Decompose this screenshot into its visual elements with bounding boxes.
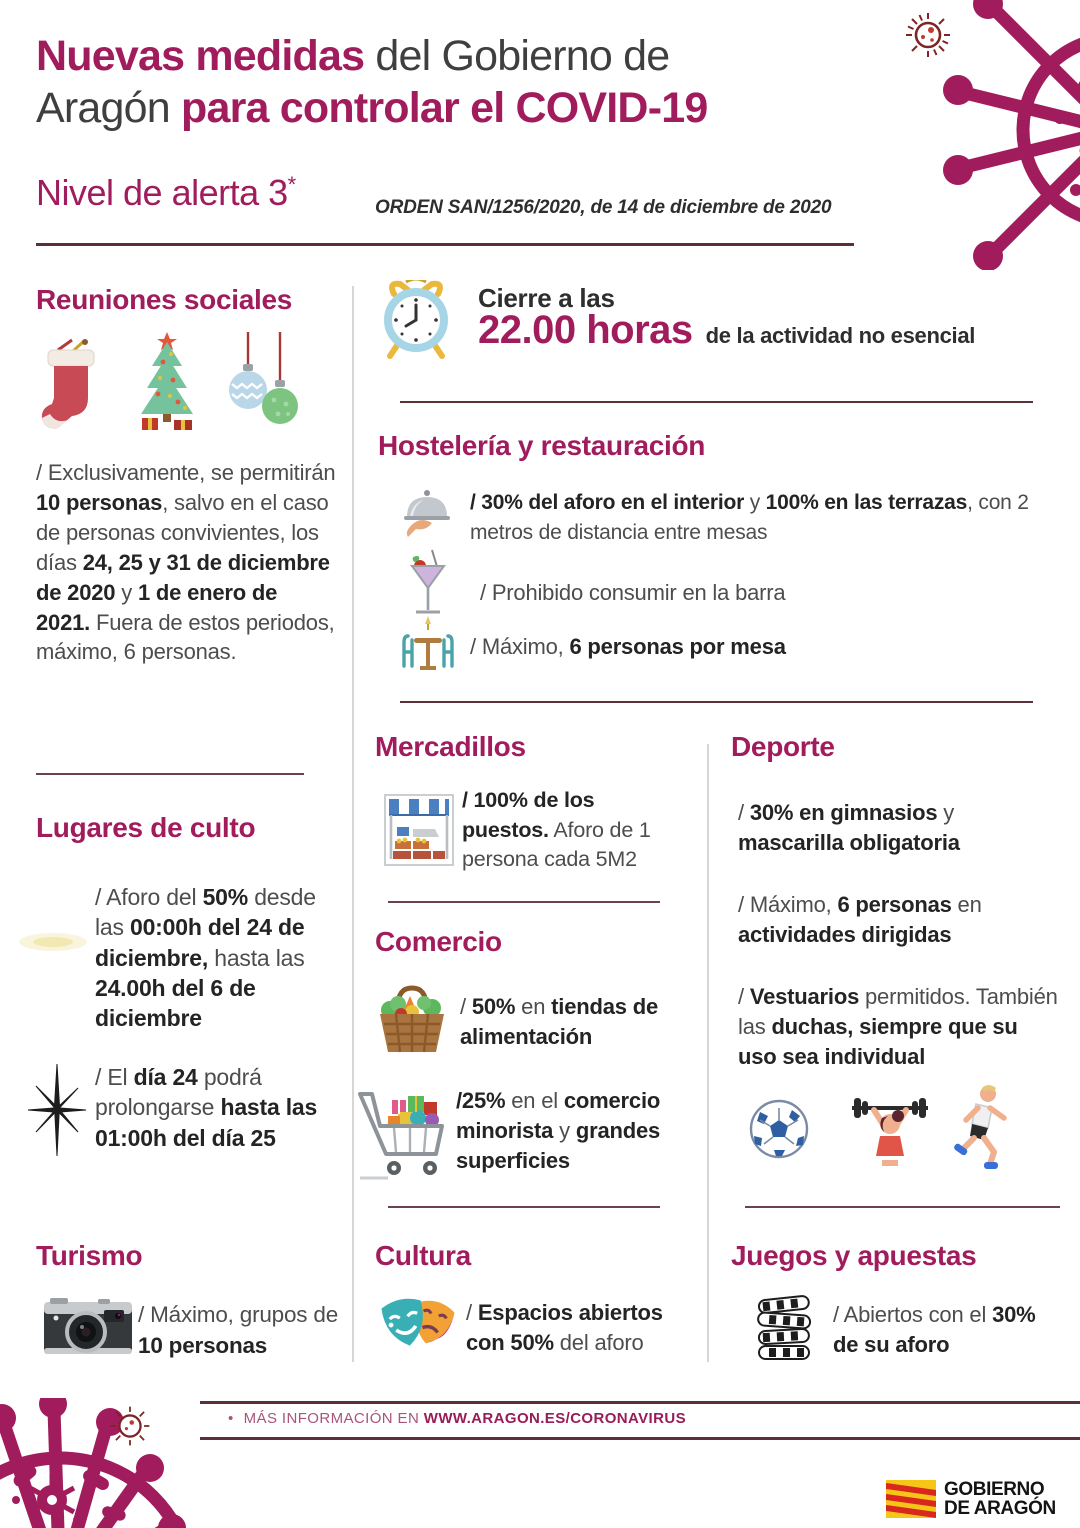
hosteleria-item-1: / 30% del aforo en el interior y 100% en las terrazas, con 2 metros de distancia entre mesas xyxy=(470,491,1029,544)
closure-detail: de la actividad no esencial xyxy=(705,323,976,348)
section-title-reuniones: Reuniones sociales xyxy=(36,284,293,315)
bethlehem-star-icon xyxy=(24,1064,90,1156)
christmas-tree-icon xyxy=(130,330,204,432)
alert-level: Nivel de alerta 3* xyxy=(36,172,296,213)
deporte-item-1: / 30% en gimnasios y mascarilla obligatoria xyxy=(738,800,960,855)
lugares-item-2: / El día 24 podrá prolongarse hasta las 01:00h del día 25 xyxy=(95,1064,318,1151)
virus-decoration-small-bottom-left xyxy=(108,1404,152,1448)
weightlifter-icon xyxy=(848,1092,932,1168)
cocktail-icon xyxy=(408,548,448,620)
closure-time-row xyxy=(478,308,975,353)
section-title-lugares: Lugares de culto xyxy=(36,812,256,843)
footer-rule-bottom xyxy=(200,1437,1080,1440)
rule-under-mercadillos xyxy=(388,901,660,903)
hosteleria-item-3: / Máximo, 6 personas por mesa xyxy=(470,634,786,659)
comercio-item-1: / 50% en tiendas de alimentación xyxy=(460,994,658,1049)
aragon-flag-icon xyxy=(886,1480,936,1518)
poker-chips-icon xyxy=(753,1294,815,1362)
logo-line1: GOBIERNO xyxy=(944,1479,1045,1500)
soccer-ball-icon xyxy=(748,1098,810,1160)
serving-cloche-icon xyxy=(402,487,452,543)
virus-decoration-top-right xyxy=(940,0,1080,270)
vintage-camera-icon xyxy=(42,1292,134,1362)
baubles-icon xyxy=(224,332,304,430)
christmas-stocking-icon xyxy=(38,336,100,430)
deporte-item-3: / Vestuarios permitidos. También las duchas, siempre que su uso sea individual xyxy=(738,984,1058,1069)
comercio-item-2: /25% en el comercio minorista y grandes superficies xyxy=(456,1088,661,1173)
header-rule xyxy=(36,243,854,246)
grocery-basket-icon xyxy=(374,984,450,1056)
section-title-mercadillos: Mercadillos xyxy=(375,731,526,762)
virus-decoration-small-top-right xyxy=(903,10,953,60)
left-rule-1 xyxy=(36,773,304,775)
rule-under-deporte xyxy=(745,1206,1060,1208)
table-and-chairs-icon xyxy=(398,614,458,674)
section-title-hosteleria: Hostelería y restauración xyxy=(378,430,706,461)
page-title xyxy=(36,30,896,135)
rule-under-hosteleria xyxy=(400,701,1033,703)
section-title-deporte: Deporte xyxy=(731,731,835,762)
hosteleria-item-2: / Prohibido consumir en la barra xyxy=(480,580,786,605)
alert-asterisk: * xyxy=(287,172,296,197)
alarm-clock-icon xyxy=(380,280,452,360)
logo-line2: DE ARAGÓN xyxy=(944,1498,1056,1520)
logo-text xyxy=(944,1480,1056,1519)
footer-info xyxy=(228,1410,686,1427)
juegos-item-1: / Abiertos con el 30% de su aforo xyxy=(833,1302,1036,1357)
footer-info-prefix: MÁS INFORMACIÓN EN xyxy=(243,1410,424,1427)
page-title-line1: Nuevas medidas del Gobierno de xyxy=(36,32,670,80)
reuniones-body: / Exclusivamente, se permitirán 10 personas, salvo en el caso de personas convivientes, los días 24, 25 y 31 de diciembre de 2020 y 1 de enero de 2021. Fuera de estos periodos, máximo, 6 personas. xyxy=(36,460,336,665)
deporte-item-2: / Máximo, 6 personas en actividades dirigidas xyxy=(738,892,982,947)
section-title-turismo: Turismo xyxy=(36,1240,143,1271)
section-title-juegos: Juegos y apuestas xyxy=(731,1240,977,1271)
column-divider-right xyxy=(707,744,709,1362)
runner-icon xyxy=(948,1084,1012,1172)
footer-bullet: • xyxy=(228,1410,234,1427)
cultura-item-1: / Espacios abiertos con 50% del aforo xyxy=(466,1300,663,1355)
theater-masks-icon xyxy=(378,1292,460,1364)
footer-rule-top xyxy=(200,1401,1080,1404)
section-title-cultura: Cultura xyxy=(375,1240,471,1271)
shopping-cart-icon xyxy=(358,1086,458,1182)
gobierno-aragon-logo xyxy=(886,1480,1056,1519)
mercadillos-item-1: / 100% de los puestos. Aforo de 1 persona cada 5M2 xyxy=(462,788,651,872)
market-stall-icon xyxy=(383,793,455,867)
closure-time: 22.00 horas xyxy=(478,308,693,352)
footer-info-url: WWW.ARAGON.ES/CORONAVIRUS xyxy=(423,1410,686,1427)
closure-intro: Cierre a las xyxy=(478,283,615,313)
column-divider-left xyxy=(352,286,354,1362)
candle-glow-icon xyxy=(16,920,90,964)
section-title-comercio: Comercio xyxy=(375,926,502,957)
turismo-item-1: / Máximo, grupos de 10 personas xyxy=(138,1302,339,1358)
rule-under-comercio xyxy=(388,1206,660,1208)
lugares-item-1: / Aforo del 50% desde las 00:00h del 24 de diciembre, hasta las 24.00h del 6 de diciembre xyxy=(95,884,316,1032)
page-title-line2: Aragón para controlar el COVID-19 xyxy=(36,84,708,133)
order-reference: ORDEN SAN/1256/2020, de 14 de diciembre de 2020 xyxy=(375,197,832,218)
rule-under-closure xyxy=(400,401,1033,403)
